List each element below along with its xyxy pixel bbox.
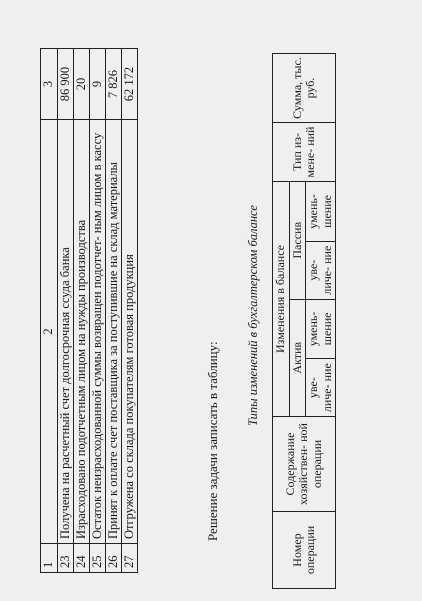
header-sum: Сумма, тыс. руб. bbox=[273, 54, 336, 123]
header-col-1: 1 bbox=[41, 544, 58, 573]
table-row bbox=[90, 49, 106, 573]
header-asset-decrease: умень- шение bbox=[306, 299, 336, 359]
operation-text: Израсходовано подотчетным лицом на нужды производства bbox=[74, 120, 90, 544]
intro-text: Решение задачи записать в таблицу: bbox=[205, 341, 220, 541]
operation-text: Отгружена со склада покупателям готовая продукция bbox=[122, 120, 138, 544]
operations-table bbox=[40, 48, 138, 573]
operation-value: 62 172 bbox=[122, 49, 138, 120]
header-asset: Актив bbox=[289, 299, 306, 416]
header-asset-increase: уве- личе- ние bbox=[306, 359, 336, 417]
operation-text: Получена на расчетный счет долгосрочная ссуда банка bbox=[58, 120, 74, 544]
operation-text: Остаток неизрасходованной суммы возвращен подотчет- ным лицом в кассу bbox=[90, 120, 106, 544]
operation-value: 9 bbox=[90, 49, 106, 120]
operation-value: 20 bbox=[74, 49, 90, 120]
balance-changes-table bbox=[272, 53, 336, 589]
operation-number: 25 bbox=[90, 544, 106, 573]
header-row-1 bbox=[273, 54, 290, 589]
header-liability-increase: уве- личе- ние bbox=[306, 241, 336, 299]
header-changes: Изменения в балансе bbox=[273, 182, 290, 417]
operation-number: 24 bbox=[74, 544, 90, 573]
table-row bbox=[106, 49, 122, 573]
operation-number: 23 bbox=[58, 544, 74, 573]
table-row bbox=[74, 49, 90, 573]
table-header-row bbox=[41, 49, 58, 573]
operation-text: Принят к оплате счет поставщика за поступившие на склад материалы bbox=[106, 120, 122, 544]
operation-number: 26 bbox=[106, 544, 122, 573]
header-number: Номер операции bbox=[273, 512, 336, 589]
header-col-2: 2 bbox=[41, 120, 58, 544]
header-content: Содержание хозяйствен- ной операции bbox=[273, 417, 336, 512]
operation-value: 7 826 bbox=[106, 49, 122, 120]
table-row bbox=[58, 49, 74, 573]
table-caption: Типы изменений в бухгалтерском балансе bbox=[246, 205, 260, 426]
header-liability-decrease: умень- шение bbox=[306, 182, 336, 242]
header-type: Тип из- мене- ний bbox=[273, 123, 336, 182]
operation-value: 86 900 bbox=[58, 49, 74, 120]
table-row bbox=[122, 49, 138, 573]
header-liability: Пассив bbox=[289, 182, 306, 300]
operation-number: 27 bbox=[122, 544, 138, 573]
header-col-3: 3 bbox=[41, 49, 58, 120]
